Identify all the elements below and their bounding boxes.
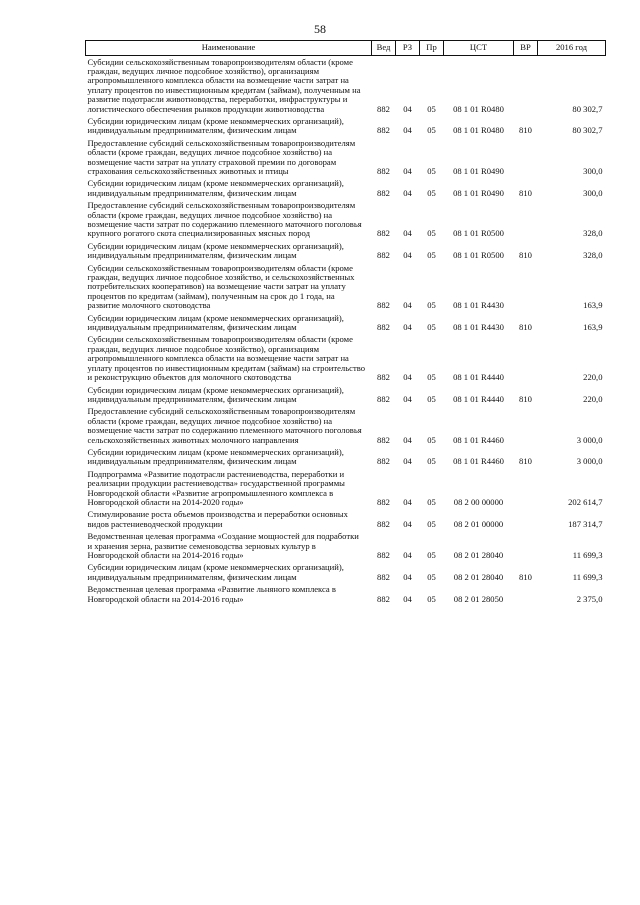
row-vr: [514, 56, 538, 116]
row-vr: [514, 509, 538, 531]
row-ved: 882: [377, 250, 390, 261]
row-ved: 882: [377, 456, 390, 467]
table-row: [86, 312, 606, 334]
row-cst: 08 2 01 00000: [453, 518, 504, 529]
header-cst: ЦСТ: [444, 41, 514, 56]
row-amount: 80 302,7: [572, 125, 603, 136]
row-ved: 882: [377, 434, 390, 445]
row-cst: 08 1 01 R4460: [453, 434, 504, 445]
table-header: [86, 41, 606, 56]
row-pr: 05: [427, 125, 436, 136]
row-rz: 04: [403, 372, 412, 383]
row-pr: 05: [427, 550, 436, 560]
table-row: [86, 509, 606, 531]
row-rz: 04: [403, 518, 412, 529]
row-ved: 882: [377, 165, 390, 176]
row-name: Субсидии юридическим лицам (кроме некоммерческих организаций), индивидуальным предпринимателям, физическим лицам: [87, 240, 344, 261]
row-ved: 882: [377, 300, 390, 311]
table-row: [86, 334, 606, 384]
row-vr: 810: [519, 125, 532, 136]
row-amount: 328,0: [583, 228, 603, 239]
row-pr: 05: [427, 228, 436, 239]
row-pr: 05: [427, 456, 436, 467]
table-row: [86, 240, 606, 262]
row-amount: 187 314,7: [568, 518, 603, 529]
table-body: [86, 56, 606, 606]
row-pr: 05: [427, 322, 436, 333]
table-row: [86, 262, 606, 312]
row-pr: 05: [427, 434, 436, 445]
row-vr: 810: [519, 571, 532, 582]
header-name: Наименование: [86, 41, 372, 56]
row-amount: 300,0: [583, 187, 603, 198]
row-rz: 04: [403, 496, 412, 507]
row-name: Предоставление субсидий сельскохозяйственным товаропроизводителям области (кроме граждан, ведущих личное подсобное хозяйство) на возмещение части затрат по содержанию племенного маточного поголовья крупного рогатого скота специализированных мясных пород: [87, 200, 362, 239]
row-name: Стимулирование роста объемов производства и переработки основных видов растениеводческой продукции: [87, 509, 348, 529]
row-vr: 810: [519, 187, 532, 198]
row-name: Ведомственная целевая программа «Развитие льняного комплекса в Новгородской области на 2014-2016 годы»: [87, 584, 336, 604]
row-cst: 08 2 00 00000: [453, 496, 504, 507]
row-name: Ведомственная целевая программа «Создание мощностей для подработки и хранения зерна, развитие семеноводства зерновых культур в Новгородской области на 2014-2016 годы»: [87, 531, 359, 560]
row-vr: [514, 262, 538, 312]
row-name: Субсидии юридическим лицам (кроме некоммерческих организаций), индивидуальным предпринимателям, физическим лицам: [87, 446, 344, 467]
table-row: [86, 468, 606, 509]
table-row: [86, 446, 606, 468]
budget-table: [85, 40, 606, 606]
table-row: [86, 406, 606, 447]
row-cst: 08 1 01 R0480: [453, 103, 504, 114]
row-rz: 04: [403, 228, 412, 239]
table-row: [86, 178, 606, 200]
row-rz: 04: [403, 300, 412, 311]
row-ved: 882: [377, 187, 390, 198]
row-amount: 3 000,0: [576, 456, 603, 467]
row-ved: 882: [377, 393, 390, 404]
row-cst: 08 2 01 28050: [453, 593, 504, 604]
header-vr: ВР: [514, 41, 538, 56]
row-name: Субсидии юридическим лицам (кроме некоммерческих организаций), индивидуальным предпринимателям, физическим лицам: [87, 562, 344, 582]
row-vr: [514, 584, 538, 606]
row-pr: 05: [427, 593, 436, 604]
row-name: Подпрограмма «Развитие подотрасли растениеводства, переработки и реализации продукции растениеводства» государственной программы Новгородской области «Развитие агропромышленного комплекса в Новгородской области на 2014-2020 годы»: [87, 468, 345, 507]
table-row: [86, 562, 606, 584]
row-amount: 11 699,3: [572, 550, 603, 560]
row-pr: 05: [427, 187, 436, 198]
row-amount: 300,0: [583, 165, 603, 176]
header-year: 2016 год: [538, 41, 606, 56]
row-name: Субсидии сельскохозяйственным товаропроизводителям области (кроме граждан, ведущих личное подсобное хозяйство), организациям агропромышленного комплекса области на возмещение части затрат на уплату процентов по инвестиционным кредитам (займам), полученным на развитие подотрасли животноводства, переработки, инфраструктуры и логистического обеспечения рынков продукции животноводства: [87, 56, 361, 114]
header-rz: РЗ: [396, 41, 420, 56]
row-name: Субсидии сельскохозяйственным товаропроизводителям области (кроме граждан, ведущих личное подсобное хозяйство, и сельскохозяйственных потребительских кооперативов) на возмещение части затрат на уплату процентов по кредитам (займам), полученным на срок до 1 года, на развитие молочного скотоводства: [87, 262, 355, 311]
row-vr: 810: [519, 322, 532, 333]
table-row: [86, 531, 606, 562]
row-vr: [514, 468, 538, 509]
row-vr: [514, 137, 538, 178]
row-ved: 882: [377, 593, 390, 604]
row-amount: 2 375,0: [576, 593, 603, 604]
row-ved: 882: [377, 571, 390, 582]
row-ved: 882: [377, 496, 390, 507]
row-pr: 05: [427, 518, 436, 529]
row-ved: 882: [377, 228, 390, 239]
row-cst: 08 1 01 R0500: [453, 250, 504, 261]
row-pr: 05: [427, 372, 436, 383]
row-vr: [514, 406, 538, 447]
row-cst: 08 1 01 R0500: [453, 228, 504, 239]
table-row: [86, 137, 606, 178]
row-rz: 04: [403, 571, 412, 582]
row-name: Предоставление субсидий сельскохозяйственным товаропроизводителям области (кроме граждан, ведущих личное подсобное хозяйство) на возмещение части затрат по содержанию племенного маточного поголовья сельскохозяйственных животных молочного направления: [87, 406, 362, 445]
row-ved: 882: [377, 322, 390, 333]
row-rz: 04: [403, 434, 412, 445]
row-rz: 04: [403, 125, 412, 136]
row-amount: 163,9: [583, 322, 603, 333]
row-name: Субсидии юридическим лицам (кроме некоммерческих организаций), индивидуальным предпринимателям, физическим лицам: [87, 178, 344, 198]
row-pr: 05: [427, 496, 436, 507]
row-name: Субсидии сельскохозяйственным товаропроизводителям области (кроме граждан, ведущих личное подсобное хозяйство), организациям агропромышленного комплекса области на возмещение части затрат на уплату процентов по инвестиционным кредитам (займам) на строительство и реконструкцию объектов для молочного скотоводства: [87, 334, 366, 383]
page-number: 58: [314, 22, 326, 36]
row-vr: [514, 334, 538, 384]
row-pr: 05: [427, 393, 436, 404]
table-row: [86, 56, 606, 116]
row-cst: 08 1 01 R0490: [453, 165, 504, 176]
row-rz: 04: [403, 250, 412, 261]
row-name: Предоставление субсидий сельскохозяйственным товаропроизводителям области (кроме граждан, ведущих личное подсобное хозяйство) на возмещение части затрат на уплату страховой премии по договорам страхования сельскохозяйственных животных и птицы: [87, 137, 356, 176]
row-amount: 163,9: [583, 300, 603, 311]
row-amount: 80 302,7: [572, 103, 603, 114]
row-vr: 810: [519, 250, 532, 261]
row-rz: 04: [403, 456, 412, 467]
header-ved: Вед: [372, 41, 396, 56]
row-rz: 04: [403, 393, 412, 404]
row-cst: 08 2 01 28040: [453, 571, 504, 582]
row-cst: 08 1 01 R4430: [453, 322, 504, 333]
row-pr: 05: [427, 300, 436, 311]
row-rz: 04: [403, 550, 412, 560]
row-amount: 202 614,7: [568, 496, 603, 507]
row-cst: 08 1 01 R4440: [453, 372, 504, 383]
row-pr: 05: [427, 571, 436, 582]
table-row: [86, 115, 606, 137]
row-name: Субсидии юридическим лицам (кроме некоммерческих организаций), индивидуальным предпринимателям, физическим лицам: [87, 115, 344, 136]
row-cst: 08 1 01 R4430: [453, 300, 504, 311]
row-vr: [514, 200, 538, 241]
row-pr: 05: [427, 103, 436, 114]
header-pr: Пр: [420, 41, 444, 56]
row-ved: 882: [377, 103, 390, 114]
row-pr: 05: [427, 250, 436, 261]
row-vr: 810: [519, 456, 532, 467]
table-row: [86, 584, 606, 606]
row-name: Субсидии юридическим лицам (кроме некоммерческих организаций), индивидуальным предпринимателям, физическим лицам: [87, 384, 344, 404]
table-row: [86, 384, 606, 406]
row-rz: 04: [403, 322, 412, 333]
row-amount: 11 699,3: [572, 571, 603, 582]
row-rz: 04: [403, 103, 412, 114]
row-pr: 05: [427, 165, 436, 176]
row-amount: 328,0: [583, 250, 603, 261]
row-vr: 810: [519, 393, 532, 404]
row-ved: 882: [377, 550, 390, 560]
row-rz: 04: [403, 593, 412, 604]
row-cst: 08 1 01 R4440: [453, 393, 504, 404]
row-amount: 220,0: [583, 372, 603, 383]
row-amount: 220,0: [583, 393, 603, 404]
row-ved: 882: [377, 518, 390, 529]
row-rz: 04: [403, 187, 412, 198]
row-ved: 882: [377, 125, 390, 136]
row-rz: 04: [403, 165, 412, 176]
row-name: Субсидии юридическим лицам (кроме некоммерческих организаций), индивидуальным предпринимателям, физическим лицам: [87, 312, 344, 333]
row-cst: 08 1 01 R4460: [453, 456, 504, 467]
row-cst: 08 2 01 28040: [453, 550, 504, 560]
row-cst: 08 1 01 R0490: [453, 187, 504, 198]
row-cst: 08 1 01 R0480: [453, 125, 504, 136]
table-row: [86, 200, 606, 241]
row-ved: 882: [377, 372, 390, 383]
row-amount: 3 000,0: [576, 434, 603, 445]
row-vr: [514, 531, 538, 562]
